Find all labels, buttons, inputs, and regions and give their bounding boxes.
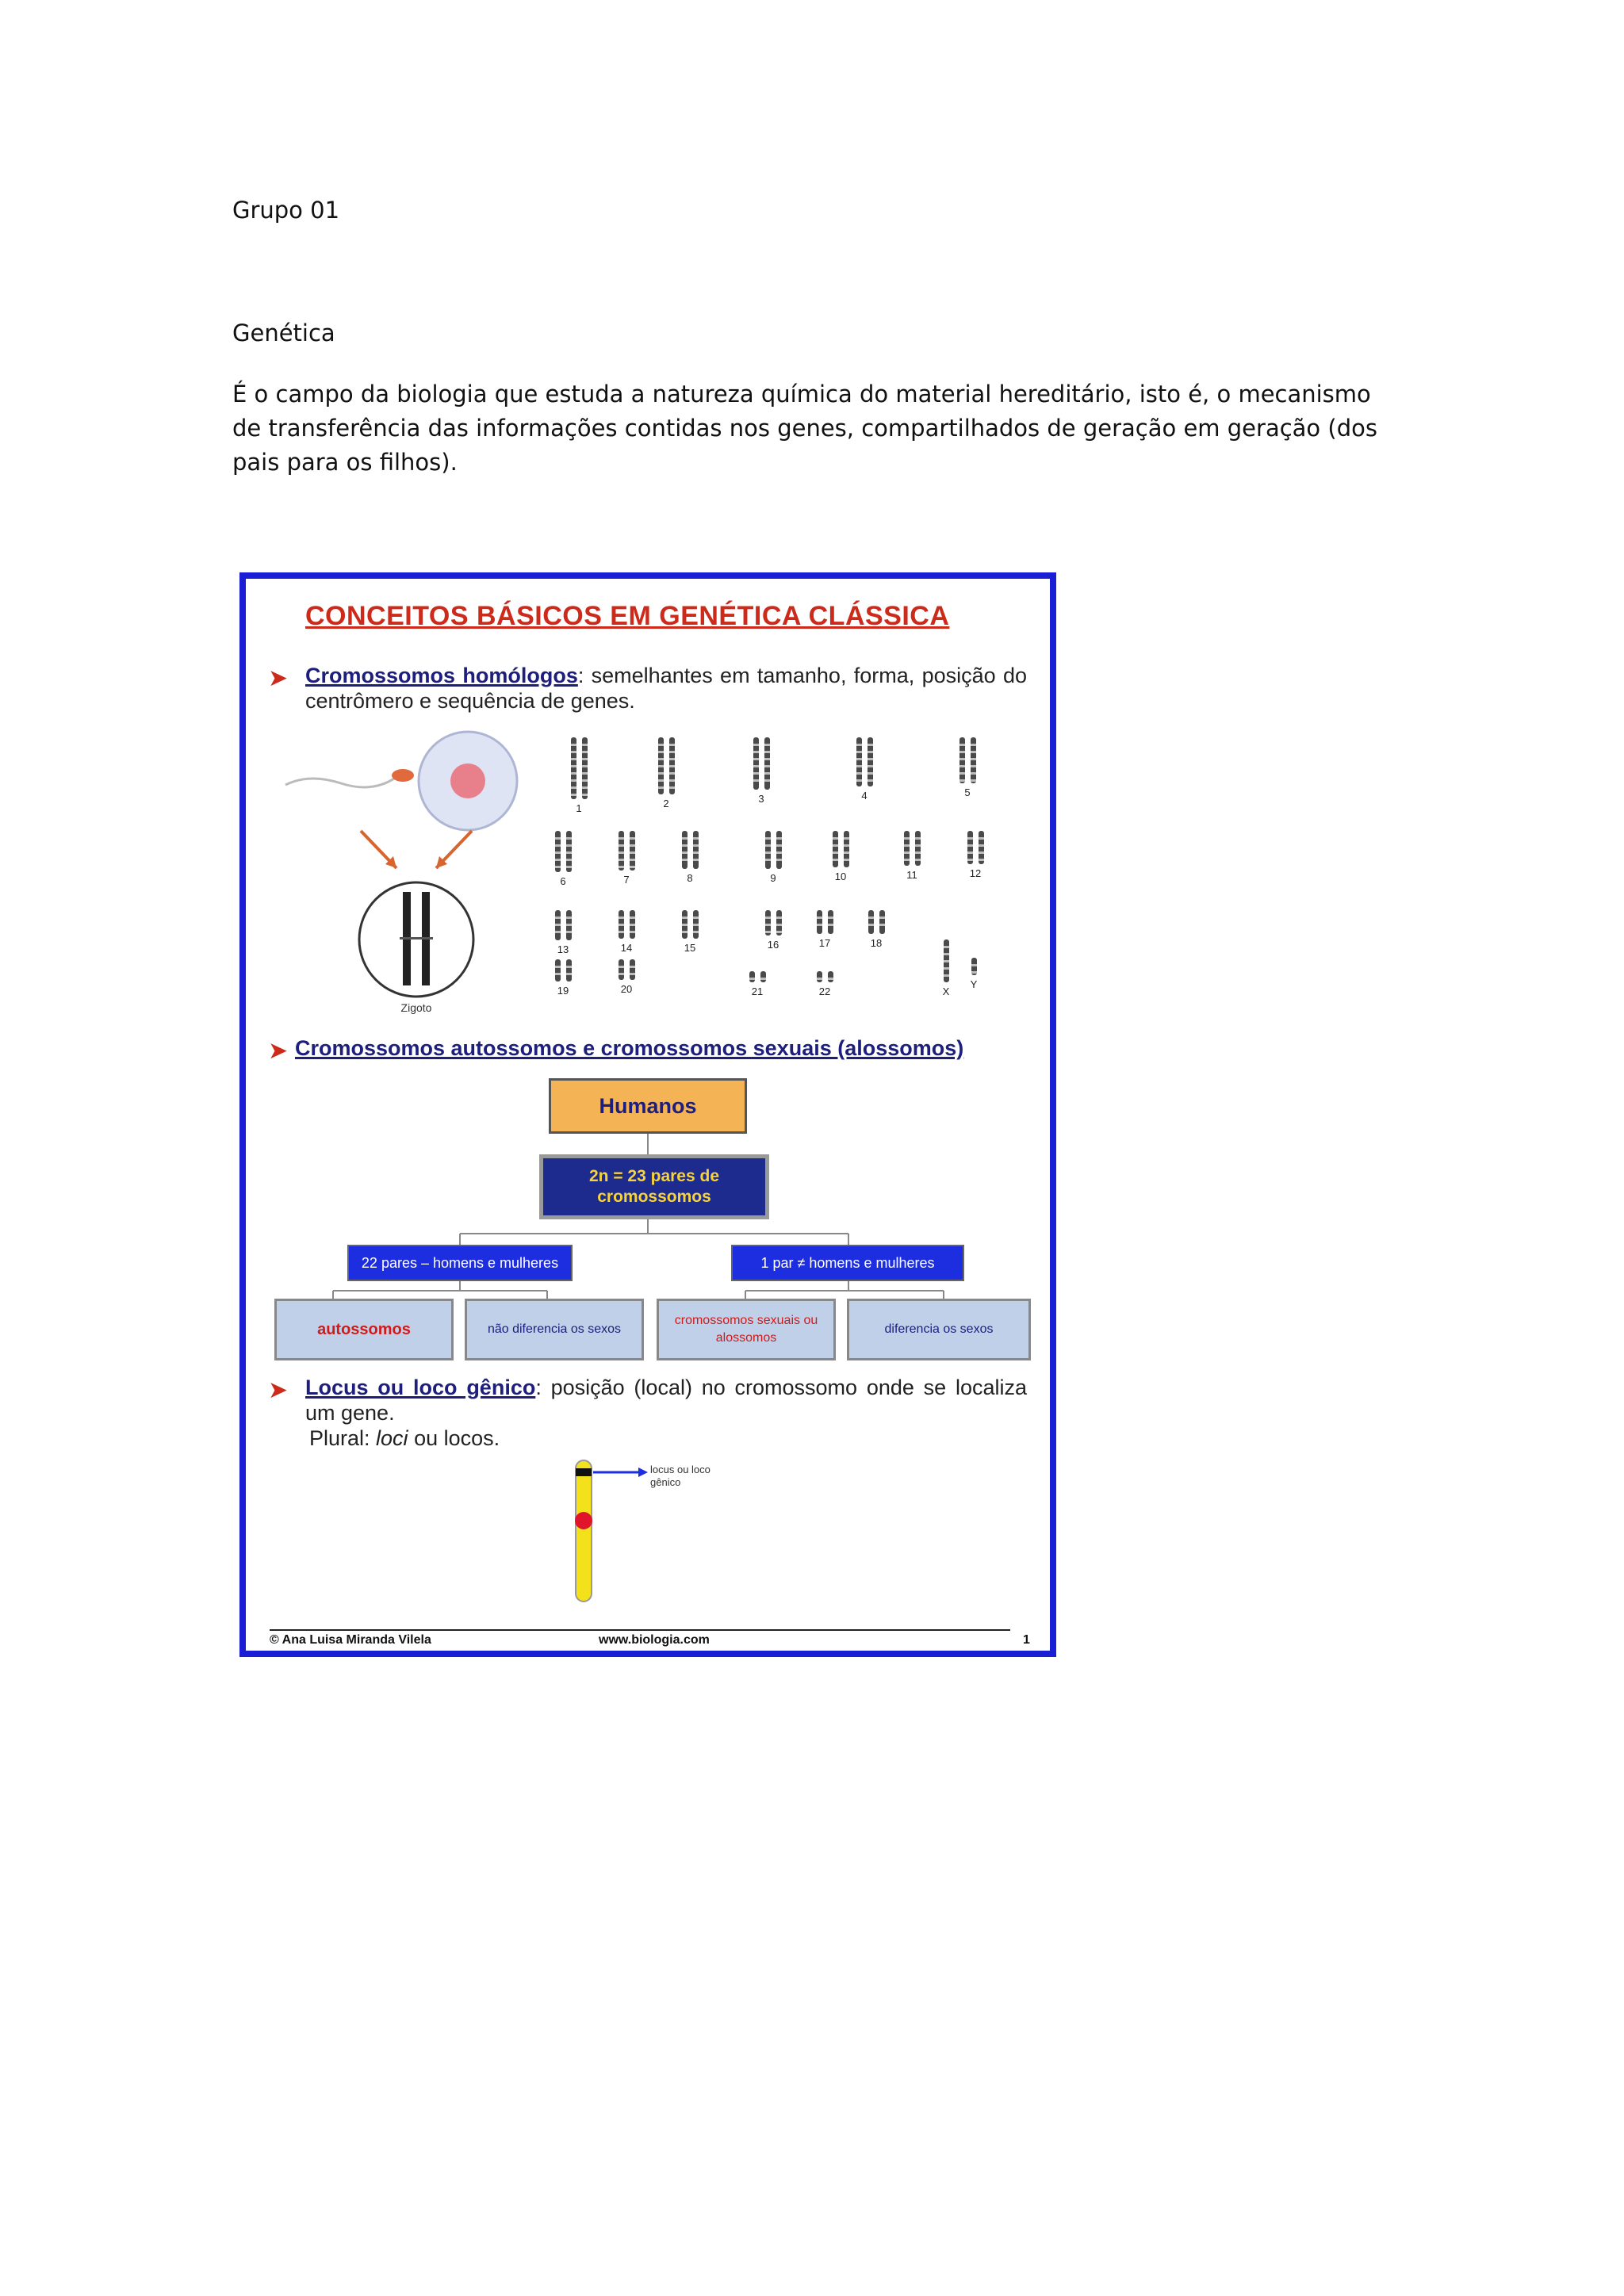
tree-leaf-cromossomos-sexuais: cromossomos sexuais ou alossomos [657,1299,836,1360]
karyotype-label: 13 [557,943,569,955]
karyotype-label: 17 [818,937,831,949]
karyotype-label: 18 [870,937,883,949]
group-label: Grupo 01 [232,197,340,224]
slide-title: CONCEITOS BÁSICOS EM GENÉTICA CLÁSSICA [305,601,950,631]
section-heading: Genética [232,320,335,346]
plural-suffix: ou locos. [408,1426,500,1450]
karyotype-label: 19 [557,985,569,997]
plural-line [309,1425,500,1451]
tree-node-22-pares: 22 pares – homens e mulheres [347,1245,573,1281]
karyotype-label: 22 [818,985,831,997]
karyotype-label: 16 [767,939,779,951]
tree-leaf-nao-diferencia: não diferencia os sexos [465,1299,644,1360]
footer-rule [270,1629,1010,1631]
tree-node-1-par: 1 par ≠ homens e mulheres [731,1245,964,1281]
karyotype-label: 1 [576,802,582,814]
karyotype-label: 10 [834,871,847,882]
karyotype-label: 7 [623,874,630,886]
karyotype-label: 9 [770,872,776,884]
karyotype-label: 5 [964,786,971,798]
karyotype-label: 12 [969,867,982,879]
plural-prefix: Plural: [309,1426,377,1450]
karyotype-label: 11 [906,869,917,881]
chromosome-icon [576,1460,592,1601]
karyotype-label: 8 [687,872,693,884]
footer-author: © Ana Luisa Miranda Vilela [270,1633,431,1647]
bullet-arrow-icon: ➤ [268,664,289,692]
locus-chromosome-illustration [571,1457,769,1608]
footer-page: 1 [1023,1633,1030,1647]
karyotype-label: 14 [620,942,633,954]
zygote-label: Zigoto [400,1001,432,1014]
centromere-icon [575,1512,592,1529]
karyotype-label: 4 [861,790,868,802]
def-homologos: : semelhantes em tamanho, forma, posição do centrômero e sequência de genes. [305,664,1027,713]
term-homologos: Cromossomos homólogos [305,664,578,687]
tree-root-humanos: Humanos [549,1078,747,1134]
bullet-arrow-icon: ➤ [268,1037,289,1065]
karyotype-label: 20 [620,983,633,995]
karyotype-label: Y [970,978,978,990]
karyotype-label: 3 [758,793,764,805]
bullet-arrow-icon: ➤ [268,1376,289,1404]
bullet-locus [305,1375,1027,1425]
footer-site: www.biologia.com [599,1633,710,1647]
genetics-slide-figure [239,572,1056,1657]
def-locus: : posição (local) no cromossomo onde se localiza um gene. [305,1376,1028,1425]
karyotype-label: X [942,985,950,997]
intro-paragraph: É o campo da biologia que estuda a natureza química do material hereditário, isto é, o mecanismo de transferência das informações contidas nos genes, compartilhados de geração em geração (dos pais para os filhos). [232,381,1377,476]
tree-leaf-autossomos: autossomos [274,1299,454,1360]
karyotype-label: 2 [663,798,669,809]
karyotype-label: 21 [751,985,764,997]
karyotype-label: 15 [684,942,696,954]
tree-leaf-diferencia: diferencia os sexos [847,1299,1031,1360]
locus-band [576,1468,592,1476]
term-locus: Locus ou loco gênico [305,1376,536,1399]
tree-node-23-pares: 2n = 23 pares de cromossomos [539,1154,769,1219]
term-autossomos: Cromossomos autossomos e cromossomos sexuais (alossomos) [295,1036,964,1060]
locus-pointer-arrow-icon [638,1468,648,1477]
karyotype-label: 6 [560,875,566,887]
locus-annotation: locus ou loco gênico [650,1464,710,1488]
plural-loci: loci [376,1426,408,1450]
